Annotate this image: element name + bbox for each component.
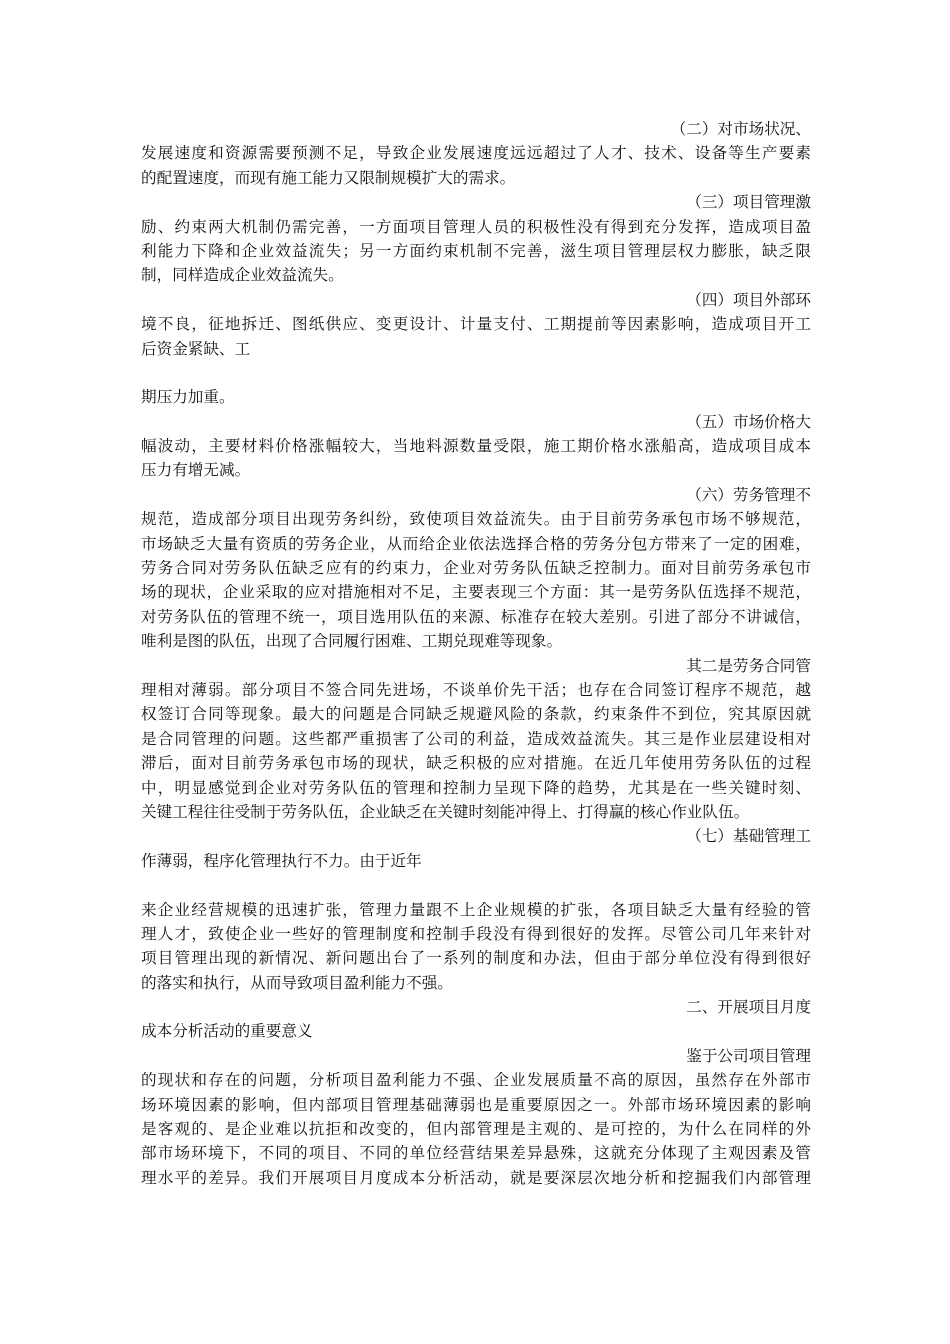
text-line: 理相对薄弱。部分项目不签合同先进场，不谈单价先干活；也存在合同签订程序不规范，越 bbox=[141, 680, 811, 699]
text-line: 制，同样造成企业效益流失。 bbox=[141, 266, 344, 285]
text-line: 规范，造成部分项目出现劳务纠纷，致使项目效益流失。由于目前劳务承包市场不够规范， bbox=[141, 510, 811, 529]
text-line: 后资金紧缺、工 bbox=[141, 339, 251, 358]
text-line: 权签订合同等现象。最大的问题是合同缺乏规避风险的条款，约束条件不到位，究其原因就 bbox=[141, 705, 811, 724]
text-line: 劳务合同对劳务队伍缺乏应有的约束力，企业对劳务队伍缺乏控制力。面对目前劳务承包市 bbox=[141, 559, 811, 578]
text-line: 期压力加重。 bbox=[141, 388, 235, 407]
text-line: 市场缺乏大量有资质的劳务企业，从而给企业依法选择合格的劳务分包方带来了一定的困难， bbox=[141, 534, 811, 553]
text-line: 作薄弱，程序化管理执行不力。由于近年 bbox=[141, 851, 422, 870]
text-line: 利能力下降和企业效益流失；另一方面约束机制不完善，滋生项目管理层权力膨胀，缺乏限 bbox=[141, 241, 811, 260]
section-heading-2: （二）对市场状况、 bbox=[670, 120, 811, 138]
text-line: 部市场环境下，不同的项目、不同的单位经营结果差异悬殊，这就充分体现了主观因素及管 bbox=[141, 1144, 811, 1163]
paragraph-start: 鉴于公司项目管理 bbox=[686, 1046, 811, 1065]
text-line: 是客观的、是企业难以抗拒和改变的，但内部管理是主观的、是可控的，为什么在同样的外 bbox=[141, 1120, 811, 1139]
section-heading-5: （五）市场价格大 bbox=[686, 412, 811, 431]
section-heading-3: （三）项目管理激 bbox=[686, 193, 811, 212]
section-heading-7: （七）基础管理工 bbox=[686, 827, 811, 846]
text-line: 发展速度和资源需要预测不足，导致企业发展速度远远超过了人才、技术、设备等生产要素 bbox=[141, 144, 811, 163]
text-line: 对劳务队伍的管理不统一，项目选用队伍的来源、标准存在较大差别。引进了部分不讲诚信， bbox=[141, 607, 811, 626]
paragraph-gap bbox=[141, 873, 811, 897]
text-line: 励、约束两大机制仍需完善，一方面项目管理人员的积极性没有得到充分发挥，造成项目盈 bbox=[141, 217, 811, 236]
text-line: 幅波动，主要材料价格涨幅较大，当地料源数量受限，施工期价格水涨船高，造成项目成本 bbox=[141, 437, 811, 456]
text-line: 的现状和存在的问题，分析项目盈利能力不强、企业发展质量不高的原因，虽然存在外部市 bbox=[141, 1071, 811, 1090]
text-line: 关键工程往往受制于劳务队伍，企业缺乏在关键时刻能冲得上、打得赢的核心作业队伍。 bbox=[141, 802, 750, 821]
subsection-heading: 其二是劳务合同管 bbox=[686, 656, 811, 675]
text-line: 压力有增无减。 bbox=[141, 461, 251, 480]
text-line: 场的现状，企业采取的应对措施相对不足，主要表现三个方面：其一是劳务队伍选择不规范， bbox=[141, 583, 811, 602]
text-line: 成本分析活动的重要意义 bbox=[141, 1022, 313, 1041]
section-heading-4: （四）项目外部环 bbox=[686, 290, 811, 309]
chapter-heading-2: 二、开展项目月度 bbox=[686, 998, 811, 1017]
text-line: 唯利是图的队伍，出现了合同履行困难、工期兑现难等现象。 bbox=[141, 632, 563, 651]
section-heading-6: （六）劳务管理不 bbox=[686, 485, 811, 504]
text-line: 理人才，致使企业一些好的管理制度和控制手段没有得到很好的发挥。尽管公司几年来针对 bbox=[141, 924, 811, 943]
text-line: 来企业经营规模的迅速扩张，管理力量跟不上企业规模的扩张，各项目缺乏大量有经验的管 bbox=[141, 900, 811, 919]
paragraph-gap bbox=[141, 361, 811, 385]
text-line: 中，明显感觉到企业对劳务队伍的管理和控制力呈现下降的趋势，尤其是在一些关键时刻、 bbox=[141, 778, 811, 797]
text-line: 项目管理出现的新情况、新问题出台了一系列的制度和办法，但由于部分单位没有得到很好 bbox=[141, 949, 811, 968]
document-page bbox=[141, 117, 811, 1190]
text-line: 的落实和执行，从而导致项目盈利能力不强。 bbox=[141, 973, 453, 992]
text-line: 的配置速度，而现有施工能力又限制规模扩大的需求。 bbox=[141, 168, 516, 187]
text-line: 是合同管理的问题。这些都严重损害了公司的利益，造成效益流失。其三是作业层建设相对 bbox=[141, 729, 811, 748]
text-line: 境不良，征地拆迁、图纸供应、变更设计、计量支付、工期提前等因素影响，造成项目开工 bbox=[141, 315, 811, 334]
text-line: 滞后，面对目前劳务承包市场的现状，缺乏积极的应对措施。在近几年使用劳务队伍的过程 bbox=[141, 754, 811, 773]
text-line: 场环境因素的影响，但内部项目管理基础薄弱也是重要原因之一。外部市场环境因素的影响 bbox=[141, 1095, 811, 1114]
text-line: 理水平的差异。我们开展项目月度成本分析活动，就是要深层次地分析和挖掘我们内部管理 bbox=[141, 1168, 811, 1187]
